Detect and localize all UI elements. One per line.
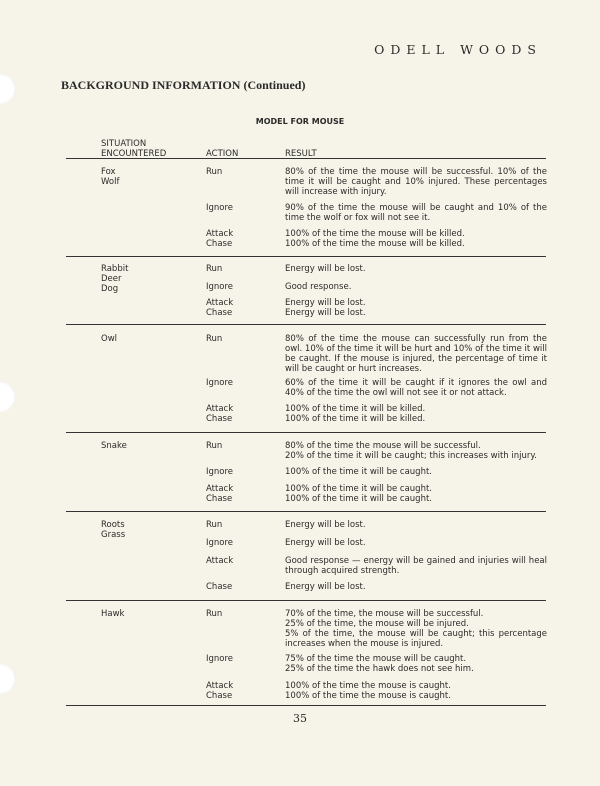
punch-hole-top — [0, 74, 16, 104]
action-cell: Ignore — [206, 467, 234, 477]
column-header-result: RESULT — [285, 149, 317, 159]
row-divider — [66, 256, 546, 257]
result-cell: 100% of the time it will be caught. — [285, 467, 433, 477]
result-cell: 100% of the time the mouse will be killed. 100% of the time the mouse will be killed. — [285, 229, 465, 249]
situation-cell: Fox Wolf — [101, 167, 120, 187]
table-bottom-rule — [66, 705, 546, 706]
result-cell: 100% of the time the mouse is caught. 100% of the time the mouse is caught. — [285, 681, 451, 701]
result-cell: 80% of the time the mouse will be successful. 10% of the time it will be caught and 10% injured. These percentages will increase with injury. — [285, 167, 547, 197]
result-cell: Energy will be lost. — [285, 582, 366, 592]
result-cell: 5% of the time, the mouse will be caught; this percentage increases when the mouse is injured. — [285, 629, 547, 649]
table-title: MODEL FOR MOUSE — [255, 117, 345, 126]
page-number: 35 — [293, 712, 307, 725]
action-cell: Run — [206, 264, 223, 274]
action-cell: Chase — [206, 582, 233, 592]
situation-cell: Rabbit Deer Dog — [101, 264, 129, 294]
running-head: ODELL WOODS — [374, 42, 542, 57]
result-cell: Energy will be lost. — [285, 520, 366, 530]
section-heading: BACKGROUND INFORMATION (Continued) — [61, 78, 306, 92]
action-cell: Attack Chase — [206, 484, 234, 504]
action-cell: Ignore — [206, 203, 234, 213]
result-cell: Good response — energy will be gained and injuries will heal through acquired strength. — [285, 556, 547, 576]
punch-hole-middle — [0, 382, 16, 412]
action-cell: Attack — [206, 556, 234, 566]
row-divider — [66, 324, 546, 325]
result-cell: 80% of the time the mouse will be successful. 20% of the time it will be caught; this increases with injury. — [285, 441, 537, 461]
situation-cell: Roots Grass — [101, 520, 126, 540]
action-cell: Ignore — [206, 538, 234, 548]
result-cell: Energy will be lost. — [285, 538, 366, 548]
action-cell: Run — [206, 520, 223, 530]
result-cell: 80% of the time the mouse can successfully run from the owl. 10% of the time it will be hurt and 10% of the time it will be caught. If the mouse is injured, the percentage of time it will be caught or hurt increases. — [285, 334, 547, 374]
header-rule — [66, 158, 546, 159]
action-cell: Run — [206, 609, 223, 619]
result-cell: 100% of the time it will be caught. 100% of the time it will be caught. — [285, 484, 433, 504]
situation-cell: Owl — [101, 334, 118, 344]
action-cell: Ignore — [206, 654, 234, 664]
result-cell: 100% of the time it will be killed. 100% of the time it will be killed. — [285, 404, 426, 424]
result-cell: Energy will be lost. Energy will be lost. — [285, 298, 366, 318]
action-cell: Run — [206, 167, 223, 177]
result-cell: Energy will be lost. — [285, 264, 366, 274]
action-cell: Attack Chase — [206, 229, 234, 249]
action-cell: Ignore — [206, 282, 234, 292]
row-divider — [66, 511, 546, 512]
result-cell: Good response. — [285, 282, 352, 292]
result-cell: 70% of the time, the mouse will be successful. — [285, 609, 484, 619]
result-cell: 90% of the time the mouse will be caught and 10% of the time the wolf or fox will not see it. — [285, 203, 547, 223]
situation-cell: Hawk — [101, 609, 125, 619]
result-cell: 60% of the time it will be caught if it ignores the owl and 40% of the time the owl will not see it or not attack. — [285, 378, 547, 398]
column-header-action: ACTION — [206, 149, 239, 159]
action-cell: Ignore — [206, 378, 234, 388]
row-divider — [66, 432, 546, 433]
result-cell: 25% of the time, the mouse will be injured. — [285, 619, 469, 629]
situation-cell: Snake — [101, 441, 127, 451]
column-header-situation: SITUATION ENCOUNTERED — [101, 139, 167, 159]
action-cell: Run — [206, 441, 223, 451]
action-cell: Attack Chase — [206, 298, 234, 318]
row-divider — [66, 600, 546, 601]
punch-hole-bottom — [0, 664, 16, 694]
action-cell: Run — [206, 334, 223, 344]
result-cell: 75% of the time the mouse will be caught. 25% of the time the hawk does not see him. — [285, 654, 474, 674]
action-cell: Attack Chase — [206, 404, 234, 424]
action-cell: Attack Chase — [206, 681, 234, 701]
